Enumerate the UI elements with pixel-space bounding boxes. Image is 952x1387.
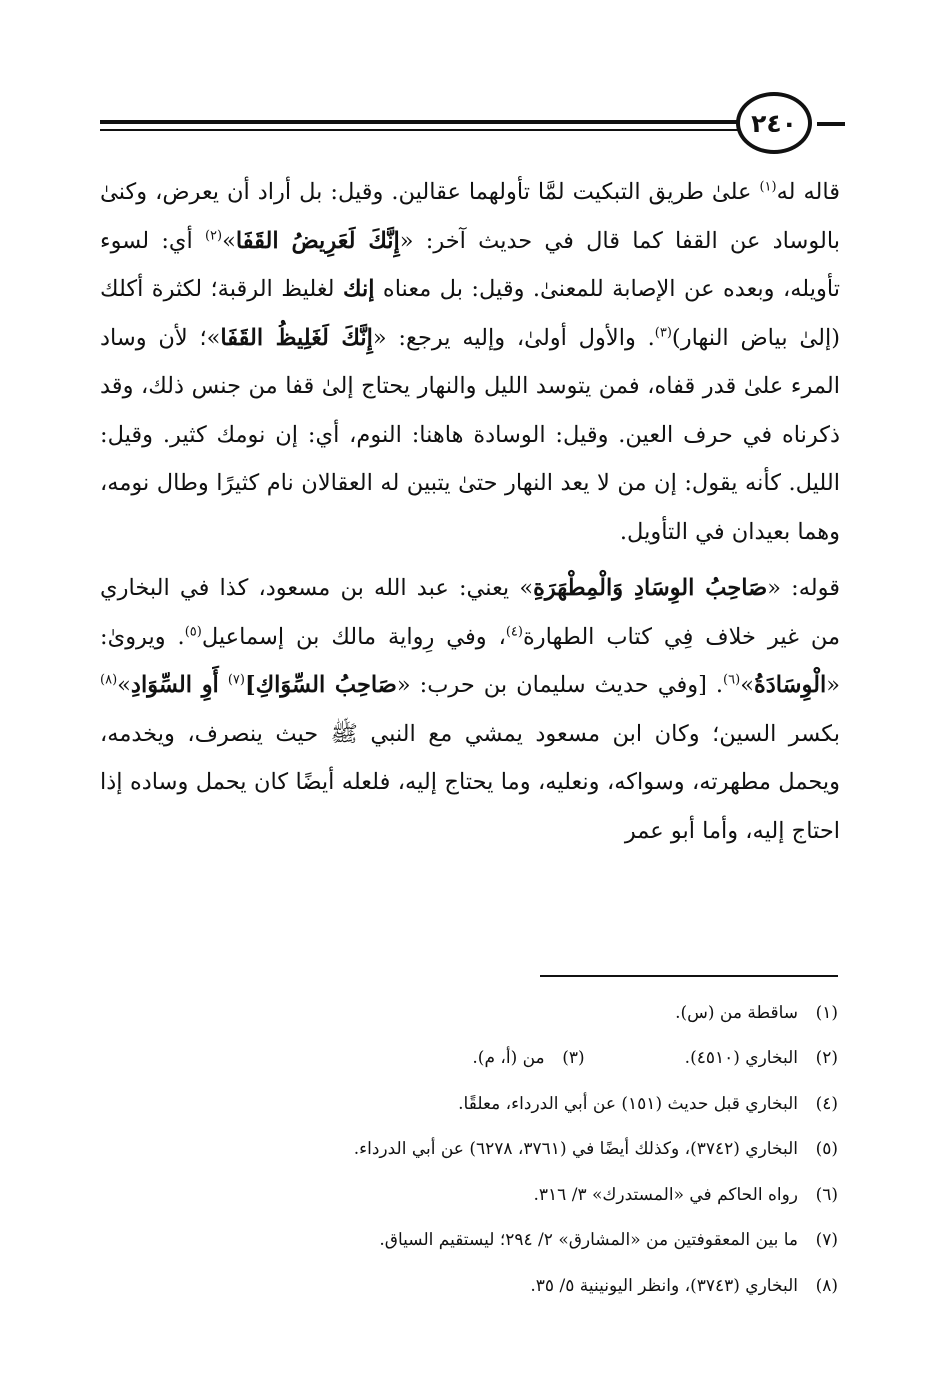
header-rule-right [817,122,845,126]
body-text: علىٰ طريق التبكيت لمَّا تأولهما عقالين. وقيل: بل أراد أن يعرض، وكنىٰ بالوساد عن القفا كما قال في حديث آخر: « [100,179,840,254]
body-text: ، وفي رِواية مالك بن إسماعيل [201,623,506,650]
footnote-number: (١) [815,1002,838,1023]
footnote-ref: (١) [759,179,777,195]
footnote-ref: (٨) [100,672,118,688]
footnote-text: ساقطة من (س). [675,1002,798,1023]
header-rule-thin [100,129,740,131]
footnote-text: ما بين المعقوفتين من «المشارق» ٢/ ٢٩٤؛ ليستقيم السياق. [379,1230,798,1251]
body-text: . [وفي حديث سليمان بن حرب: « [396,672,724,698]
footnote-text: البخاري (٤٥١٠). [684,1048,798,1069]
body-text: »؛ لأن وساد المرء علىٰ قدر قفاه، فمن يتوسد الليل والنهار يحتاج إلىٰ قفا من جنس ذلك، وقد ذكرناه في حرف العين. وقيل: الوسادة هاهنا: النوم، أي: إن نومك كثير. وقيل: الليل. كأنه يقول: إن من لا يعد النهار حتىٰ يتبين له العقالان نام كثيرًا وطال نومه، وهما بعيدان في التأويل. [100,324,840,545]
footnote-number: (٦) [815,1184,838,1205]
body-text: قوله: « [767,575,840,601]
footnote-5 [100,1127,838,1173]
footnote-ref: (٧) [227,672,245,688]
footnote-divider [540,975,838,977]
footnote-number: (٢) [815,1048,838,1069]
body-text: » [117,672,131,698]
footnote-text: البخاري قبل حديث (١٥١) عن أبي الدرداء، معلقًا. [458,1093,798,1114]
footnote-ref: (٥) [184,624,202,639]
footnote-ref: (٦) [723,672,741,688]
footnotes [100,990,838,1309]
body-text: لغليظ الرقبة؛ لكثرة أكلك (إلىٰ بياض النهار) [100,276,840,351]
footnote-text: رواه الحاكم في «المستدرك» ٣/ ٣١٦. [533,1184,798,1205]
page-header [100,92,845,162]
body-text [219,672,228,698]
footnote-7 [100,1218,838,1264]
quoted-hadith-text: أَوِ السِّوَادِ [130,672,219,698]
footnote-text: من (أ، م). [472,1048,545,1069]
footnote-number: (٣) [562,1048,585,1069]
footnote-2-3 [100,1036,838,1082]
body-text: . ويروىٰ: « [100,623,840,698]
body-text: » يعني: عبد الله بن مسعود، كذا في البخاري من غير خلاف فِي كتاب الطهارة [100,575,841,650]
footnote-number: (٤) [815,1093,838,1114]
footnote-6 [100,1172,838,1218]
header-rule-thick [100,120,740,124]
footnote-number: (٥) [815,1139,838,1160]
body-text: » [740,672,754,698]
body-text: أي: لسوء تأويله، وبعده عن الإصابة للمعنىٰ. وقيل: بل معناه [100,227,841,302]
footnote-8 [100,1263,838,1309]
quoted-hadith-text: صَاحِبُ السِّوَاكِ] [244,672,397,698]
quoted-hadith-text: إنك [342,276,375,302]
body-text: . والأول أولىٰ، وإليه يرجع: « [372,324,655,351]
body-text: » [222,227,236,254]
main-text [100,168,840,855]
page-number: ٢٤٠ [736,92,812,154]
footnote-text: البخاري (٣٧٤٢)، وكذلك أيضًا في (٣٧٦١، ٦٢٧٨) عن أبي الدرداء. [353,1139,798,1160]
footnote-ref: (٢) [204,228,223,243]
footnote-text: البخاري (٣٧٤٣)، وانظر اليونينية ٥/ ٣٥. [530,1275,798,1296]
footnote-ref: (٣) [654,325,672,340]
quoted-hadith-text: صَاحِبُ الوِسَادِ وَالْمِطْهَرَةِ [533,575,768,601]
quoted-hadith-text: الْوِسَادَةُ [753,672,827,698]
footnote-number: (٧) [815,1230,838,1251]
footnote-4 [100,1081,838,1127]
paragraph-2 [100,564,840,855]
footnote-ref: (٤) [505,624,523,639]
paragraph-1 [100,168,840,556]
body-text: بكسر السين؛ وكان ابن مسعود يمشي مع النبي ﷺ حيث ينصرف، ويخدمه، ويحمل مطهرته، وسواكه، ونعليه، وما يحتاج إليه، فلعله أيضًا كان يحمل وساده إذا احتاج إليه، وأما أبو عمر [100,720,840,844]
footnote-number: (٨) [815,1275,838,1296]
footnote-1 [100,990,838,1036]
quoted-hadith-text: إِنَّكَ لَغَلِيظُ القَفَا [220,324,373,351]
quoted-hadith-text: إِنَّكَ لَعَرِيضُ القَفَا [235,227,400,254]
body-text: قاله له [776,179,840,205]
